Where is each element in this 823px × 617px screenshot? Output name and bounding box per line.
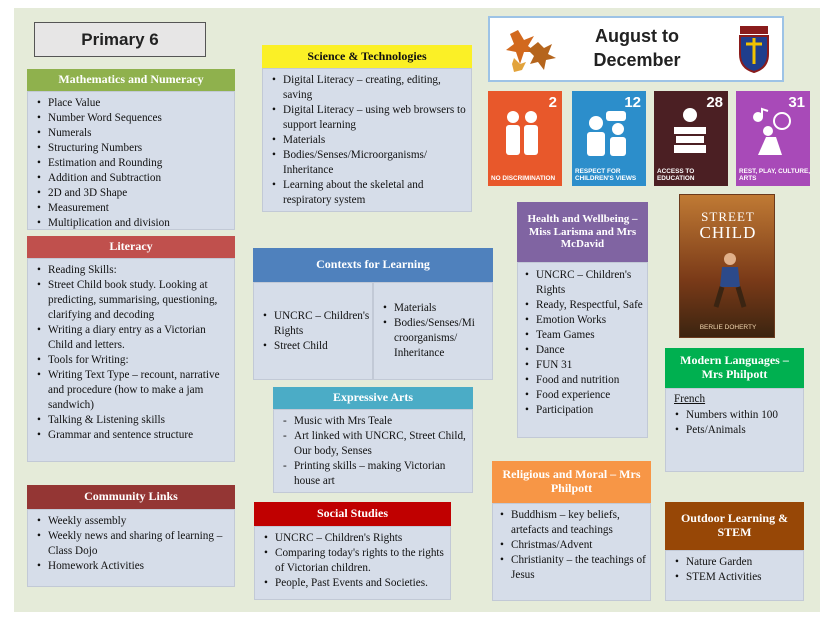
list-item: • Buddhism – key beliefs, artefacts and teachings <box>499 508 649 538</box>
article-number: 2 <box>548 94 557 111</box>
contexts-heading: Contexts for Learning <box>253 248 493 282</box>
expressive-list <box>282 414 468 489</box>
page-title: Primary 6 <box>34 22 206 57</box>
languages-subheading: French <box>674 393 706 405</box>
health-heading: Health and Wellbeing – Miss Larisma and Mrs McDavid <box>517 202 648 262</box>
rme-list <box>499 508 649 583</box>
contexts-right-list <box>382 301 492 361</box>
literacy-heading: Literacy <box>27 236 235 258</box>
rme-heading: Religious and Moral – Mrs Philpott <box>492 461 651 503</box>
outdoor-list <box>674 555 802 585</box>
list-item: - Printing skills – making Victorian house art <box>282 459 468 489</box>
science-heading: Science & Technologies <box>262 45 472 68</box>
list-item: • Homework Activities <box>36 559 231 574</box>
book-title-line1: STREET <box>701 209 755 224</box>
list-item: • Street Child book study. Looking at predicting, summarising, questioning, clarifying and decoding <box>36 278 231 323</box>
science-panel <box>262 68 472 212</box>
list-item: • Materials <box>271 133 466 148</box>
list-item: • Bodies/Senses/Mi croorganisms/ Inheritance <box>382 316 492 361</box>
list-item: • STEM Activities <box>674 570 802 585</box>
list-item: • Food and nutrition <box>524 373 646 388</box>
term-dates <box>582 24 692 72</box>
list-item: • Learning about the skeletal and respiratory system <box>271 178 466 208</box>
list-item: • Structuring Numbers <box>36 141 232 156</box>
list-item: • Materials <box>382 301 492 316</box>
languages-panel <box>665 388 804 472</box>
article-caption: REST, PLAY, CULTURE, ARTS <box>739 168 811 182</box>
list-item: • Pets/Animals <box>674 423 802 438</box>
list-item: • Number Word Sequences <box>36 111 232 126</box>
list-item: • Reading Skills: <box>36 263 231 278</box>
autumn-leaves-icon <box>504 24 560 76</box>
community-panel <box>27 509 235 587</box>
list-item: • Comparing today's rights to the rights of Victorian children. <box>263 546 449 576</box>
maths-list <box>36 96 232 231</box>
list-item: • Place Value <box>36 96 232 111</box>
list-item: • Estimation and Rounding <box>36 156 232 171</box>
rme-panel <box>492 503 651 601</box>
list-item: • Digital Literacy – using web browsers to support learning <box>271 103 466 133</box>
health-panel <box>517 262 648 438</box>
book-author: BERLIE DOHERTY <box>699 324 757 331</box>
list-item: • Multiplication and division <box>36 216 232 231</box>
books-icon <box>670 107 710 157</box>
school-crest-icon <box>736 24 772 74</box>
list-item: • Dance <box>524 343 646 358</box>
list-item: - Music with Mrs Teale <box>282 414 468 429</box>
street-child-book-cover <box>679 194 775 338</box>
literacy-panel <box>27 258 235 462</box>
term-dates-line1: August to <box>595 26 679 46</box>
list-item: • UNCRC – Children's Rights <box>263 531 449 546</box>
list-item: • FUN 31 <box>524 358 646 373</box>
book-title <box>680 209 776 242</box>
list-item: • Bodies/Senses/Microorganisms/ Inheritance <box>271 148 466 178</box>
outdoor-panel <box>665 550 804 601</box>
list-item: • Numbers within 100 <box>674 408 802 423</box>
list-item: • 2D and 3D Shape <box>36 186 232 201</box>
maths-panel <box>27 91 235 230</box>
list-item: • Weekly assembly <box>36 514 231 529</box>
article-caption: RESPECT FOR CHILDREN'S VIEWS <box>575 168 637 182</box>
maths-heading: Mathematics and Numeracy <box>27 69 235 91</box>
list-item: • Talking & Listening skills <box>36 413 231 428</box>
list-item: • Writing Text Type – recount, narrative and procedure (how to make a jam sandwich) <box>36 368 231 413</box>
social-list <box>263 531 449 591</box>
list-item: • Food experience <box>524 388 646 403</box>
community-heading: Community Links <box>27 485 235 509</box>
expressive-panel <box>273 409 473 493</box>
literacy-list <box>36 263 231 443</box>
two-people-icon <box>502 109 542 157</box>
list-item: • Team Games <box>524 328 646 343</box>
article-12-tile <box>572 91 646 186</box>
article-2-tile <box>488 91 562 186</box>
expressive-heading: Expressive Arts <box>273 387 473 409</box>
article-28-tile <box>654 91 728 186</box>
health-list <box>524 268 646 418</box>
list-item: • UNCRC – Children's Rights <box>262 309 372 339</box>
list-item: • Nature Garden <box>674 555 802 570</box>
list-item: • Christianity – the teachings of Jesus <box>499 553 649 583</box>
contexts-left-list <box>262 309 372 354</box>
list-item: • Ready, Respectful, Safe <box>524 298 646 313</box>
article-number: 28 <box>706 94 723 111</box>
term-dates-line2: December <box>593 50 681 70</box>
speaking-people-icon <box>582 109 632 157</box>
list-item: • Writing a diary entry as a Victorian Child and letters. <box>36 323 231 353</box>
languages-list <box>674 408 802 438</box>
list-item: • Grammar and sentence structure <box>36 428 231 443</box>
science-list <box>271 73 466 208</box>
list-item: • Tools for Writing: <box>36 353 231 368</box>
contexts-right-panel <box>373 282 493 380</box>
list-item: • Street Child <box>262 339 372 354</box>
list-item: • Digital Literacy – creating, editing, saving <box>271 73 466 103</box>
term-banner <box>488 16 784 82</box>
community-list <box>36 514 231 574</box>
article-caption: NO DISCRIMINATION <box>491 175 556 182</box>
languages-heading: Modern Languages – Mrs Philpott <box>665 348 804 388</box>
social-heading: Social Studies <box>254 502 451 526</box>
list-item: • UNCRC – Children's Rights <box>524 268 646 298</box>
list-item: - Art linked with UNCRC, Street Child, Our body, Senses <box>282 429 468 459</box>
music-play-icon <box>746 107 796 157</box>
list-item: • Emotion Works <box>524 313 646 328</box>
list-item: • Participation <box>524 403 646 418</box>
list-item: • Numerals <box>36 126 232 141</box>
article-31-tile <box>736 91 810 186</box>
outdoor-heading: Outdoor Learning & STEM <box>665 502 804 550</box>
list-item: • People, Past Events and Societies. <box>263 576 449 591</box>
running-boy-illustration <box>710 251 750 311</box>
book-title-line2: CHILD <box>699 223 757 242</box>
list-item: • Addition and Subtraction <box>36 171 232 186</box>
social-panel <box>254 526 451 600</box>
list-item: • Measurement <box>36 201 232 216</box>
article-number: 31 <box>788 94 805 111</box>
list-item: • Christmas/Advent <box>499 538 649 553</box>
contexts-left-panel <box>253 282 373 380</box>
article-caption: ACCESS TO EDUCATION <box>657 168 695 182</box>
list-item: • Weekly news and sharing of learning – Class Dojo <box>36 529 231 559</box>
article-number: 12 <box>624 94 641 111</box>
